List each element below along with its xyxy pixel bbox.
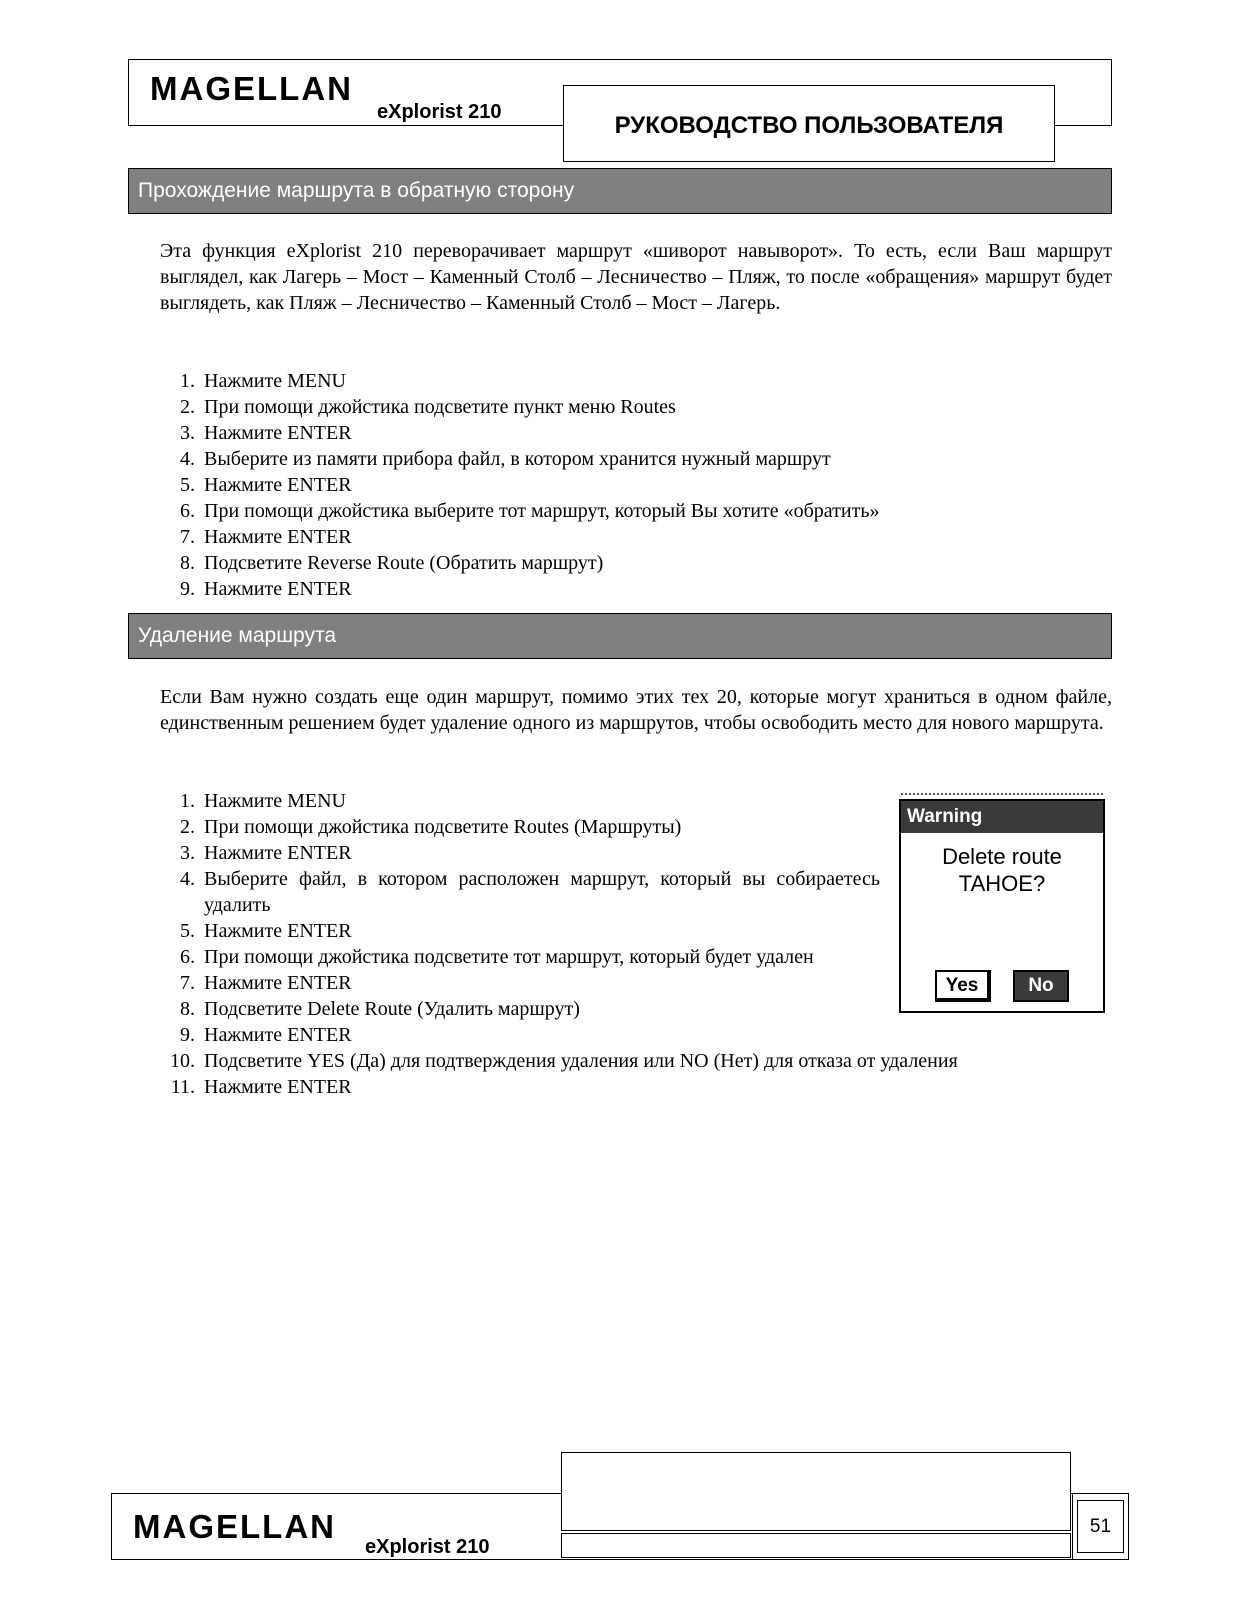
step-text: Выберите из памяти прибора файл, в котором хранится нужный маршрут <box>204 448 831 470</box>
reverse-route-step <box>160 524 1112 550</box>
section-heading-delete-route: Удаление маршрута <box>128 613 1112 659</box>
step-number: 4. <box>180 868 195 890</box>
reverse-route-step <box>160 368 1112 394</box>
step-text: Нажмите ENTER <box>204 920 352 942</box>
reverse-route-step <box>160 420 1112 446</box>
warning-message-line2: TAHOE? <box>958 871 1046 896</box>
delete-route-step <box>160 1074 1112 1100</box>
delete-route-step <box>160 970 880 996</box>
reverse-route-step <box>160 472 1112 498</box>
steps-list-reverse-route <box>160 368 1112 602</box>
header-title: РУКОВОДСТВО ПОЛЬЗОВАТЕЛЯ <box>614 111 1004 139</box>
warning-title-bar: Warning <box>901 801 1103 833</box>
step-text: При помощи джойстика подсветите тот маршрут, который будет удален <box>204 946 814 968</box>
delete-route-step <box>160 788 880 814</box>
step-text: Нажмите ENTER <box>204 526 352 548</box>
reverse-route-step <box>160 498 1112 524</box>
step-text: Нажмите MENU <box>204 370 347 392</box>
reverse-route-step <box>160 550 1112 576</box>
no-button[interactable]: No <box>1013 970 1069 1002</box>
step-number: 8. <box>180 552 195 574</box>
step-number: 11. <box>170 1076 195 1098</box>
step-text: Нажмите MENU <box>204 790 347 812</box>
step-text: Нажмите ENTER <box>204 474 352 496</box>
step-number: 1. <box>180 370 195 392</box>
step-number: 4. <box>180 448 195 470</box>
step-number: 3. <box>180 422 195 444</box>
step-text: Подсветите YES (Да) для подтверждения удаления или NO (Нет) для отказа от удаления <box>204 1050 958 1072</box>
reverse-route-step <box>160 394 1112 420</box>
step-text: Подсветите Delete Route (Удалить маршрут) <box>204 998 580 1020</box>
step-number: 9. <box>180 578 195 600</box>
step-text: Подсветите Reverse Route (Обратить маршрут) <box>204 552 604 574</box>
step-text: Нажмите ENTER <box>204 842 352 864</box>
step-text: Нажмите ENTER <box>204 972 352 994</box>
step-text: Нажмите ENTER <box>204 578 352 600</box>
step-number: 5. <box>180 920 195 942</box>
reverse-route-step <box>160 446 1112 472</box>
delete-route-step <box>160 944 880 970</box>
section-paragraph-delete-route: Если Вам нужно создать еще один маршрут, помимо этих тех 20, которые могут храниться в одном файле, единственным решением будет удаление одного из маршрутов, чтобы освободить место для нового маршрута. <box>160 686 1112 734</box>
step-text: При помощи джойстика подсветите пункт меню Routes <box>204 396 676 418</box>
step-number: 6. <box>180 946 195 968</box>
footer-model: eXplorist 210 <box>365 1536 490 1558</box>
step-number: 7. <box>180 526 195 548</box>
screen-top-edge <box>901 793 1103 801</box>
step-text: Нажмите ENTER <box>204 422 352 444</box>
delete-route-step <box>160 996 880 1022</box>
delete-route-step <box>160 1048 1112 1074</box>
warning-message <box>901 843 1103 897</box>
delete-route-step <box>160 918 880 944</box>
step-number: 6. <box>180 500 195 522</box>
reverse-route-step <box>160 576 1112 602</box>
step-number: 10. <box>170 1050 195 1072</box>
delete-route-step <box>160 840 880 866</box>
step-number: 8. <box>180 998 195 1020</box>
page-number: 51 <box>1077 1500 1124 1553</box>
section-paragraph-reverse-route: Эта функция eXplorist 210 переворачивает маршрут «шиворот навыворот». То есть, если Ваш маршрут выглядел, как Лагерь – Мост – Каменный Столб – Лесничество – Пляж, то после «обращения» маршрут будет выглядеть, как Пляж – Лесничество – Каменный Столб – Мост – Лагерь. <box>160 240 1112 314</box>
header-title-box <box>563 85 1055 162</box>
warning-message-line1: Delete route <box>942 844 1062 869</box>
step-text: Нажмите ENTER <box>204 1076 352 1098</box>
step-number: 1. <box>180 790 195 812</box>
footer-upper-box <box>561 1452 1071 1531</box>
step-text: Выберите файл, в котором расположен маршрут, который вы собираетесь удалить <box>204 868 880 916</box>
step-number: 7. <box>180 972 195 994</box>
header-model: eXplorist 210 <box>377 101 502 123</box>
delete-route-step <box>160 1022 880 1048</box>
delete-route-step <box>160 866 880 918</box>
step-number: 2. <box>180 396 195 418</box>
step-number: 5. <box>180 474 195 496</box>
delete-route-step <box>160 814 880 840</box>
step-number: 2. <box>180 816 195 838</box>
step-number: 9. <box>180 1024 195 1046</box>
yes-button[interactable]: Yes <box>935 970 991 1002</box>
footer-lower-box <box>561 1533 1071 1558</box>
header-brand: MAGELLAN <box>150 70 353 107</box>
section-heading-reverse-route: Прохождение маршрута в обратную сторону <box>128 168 1112 214</box>
device-warning-screen <box>899 799 1105 1013</box>
footer-brand: MAGELLAN <box>133 1508 336 1545</box>
step-text: При помощи джойстика подсветите Routes (Маршруты) <box>204 816 682 838</box>
step-text: При помощи джойстика выберите тот маршрут, который Вы хотите «обратить» <box>204 500 880 522</box>
step-text: Нажмите ENTER <box>204 1024 352 1046</box>
step-number: 3. <box>180 842 195 864</box>
